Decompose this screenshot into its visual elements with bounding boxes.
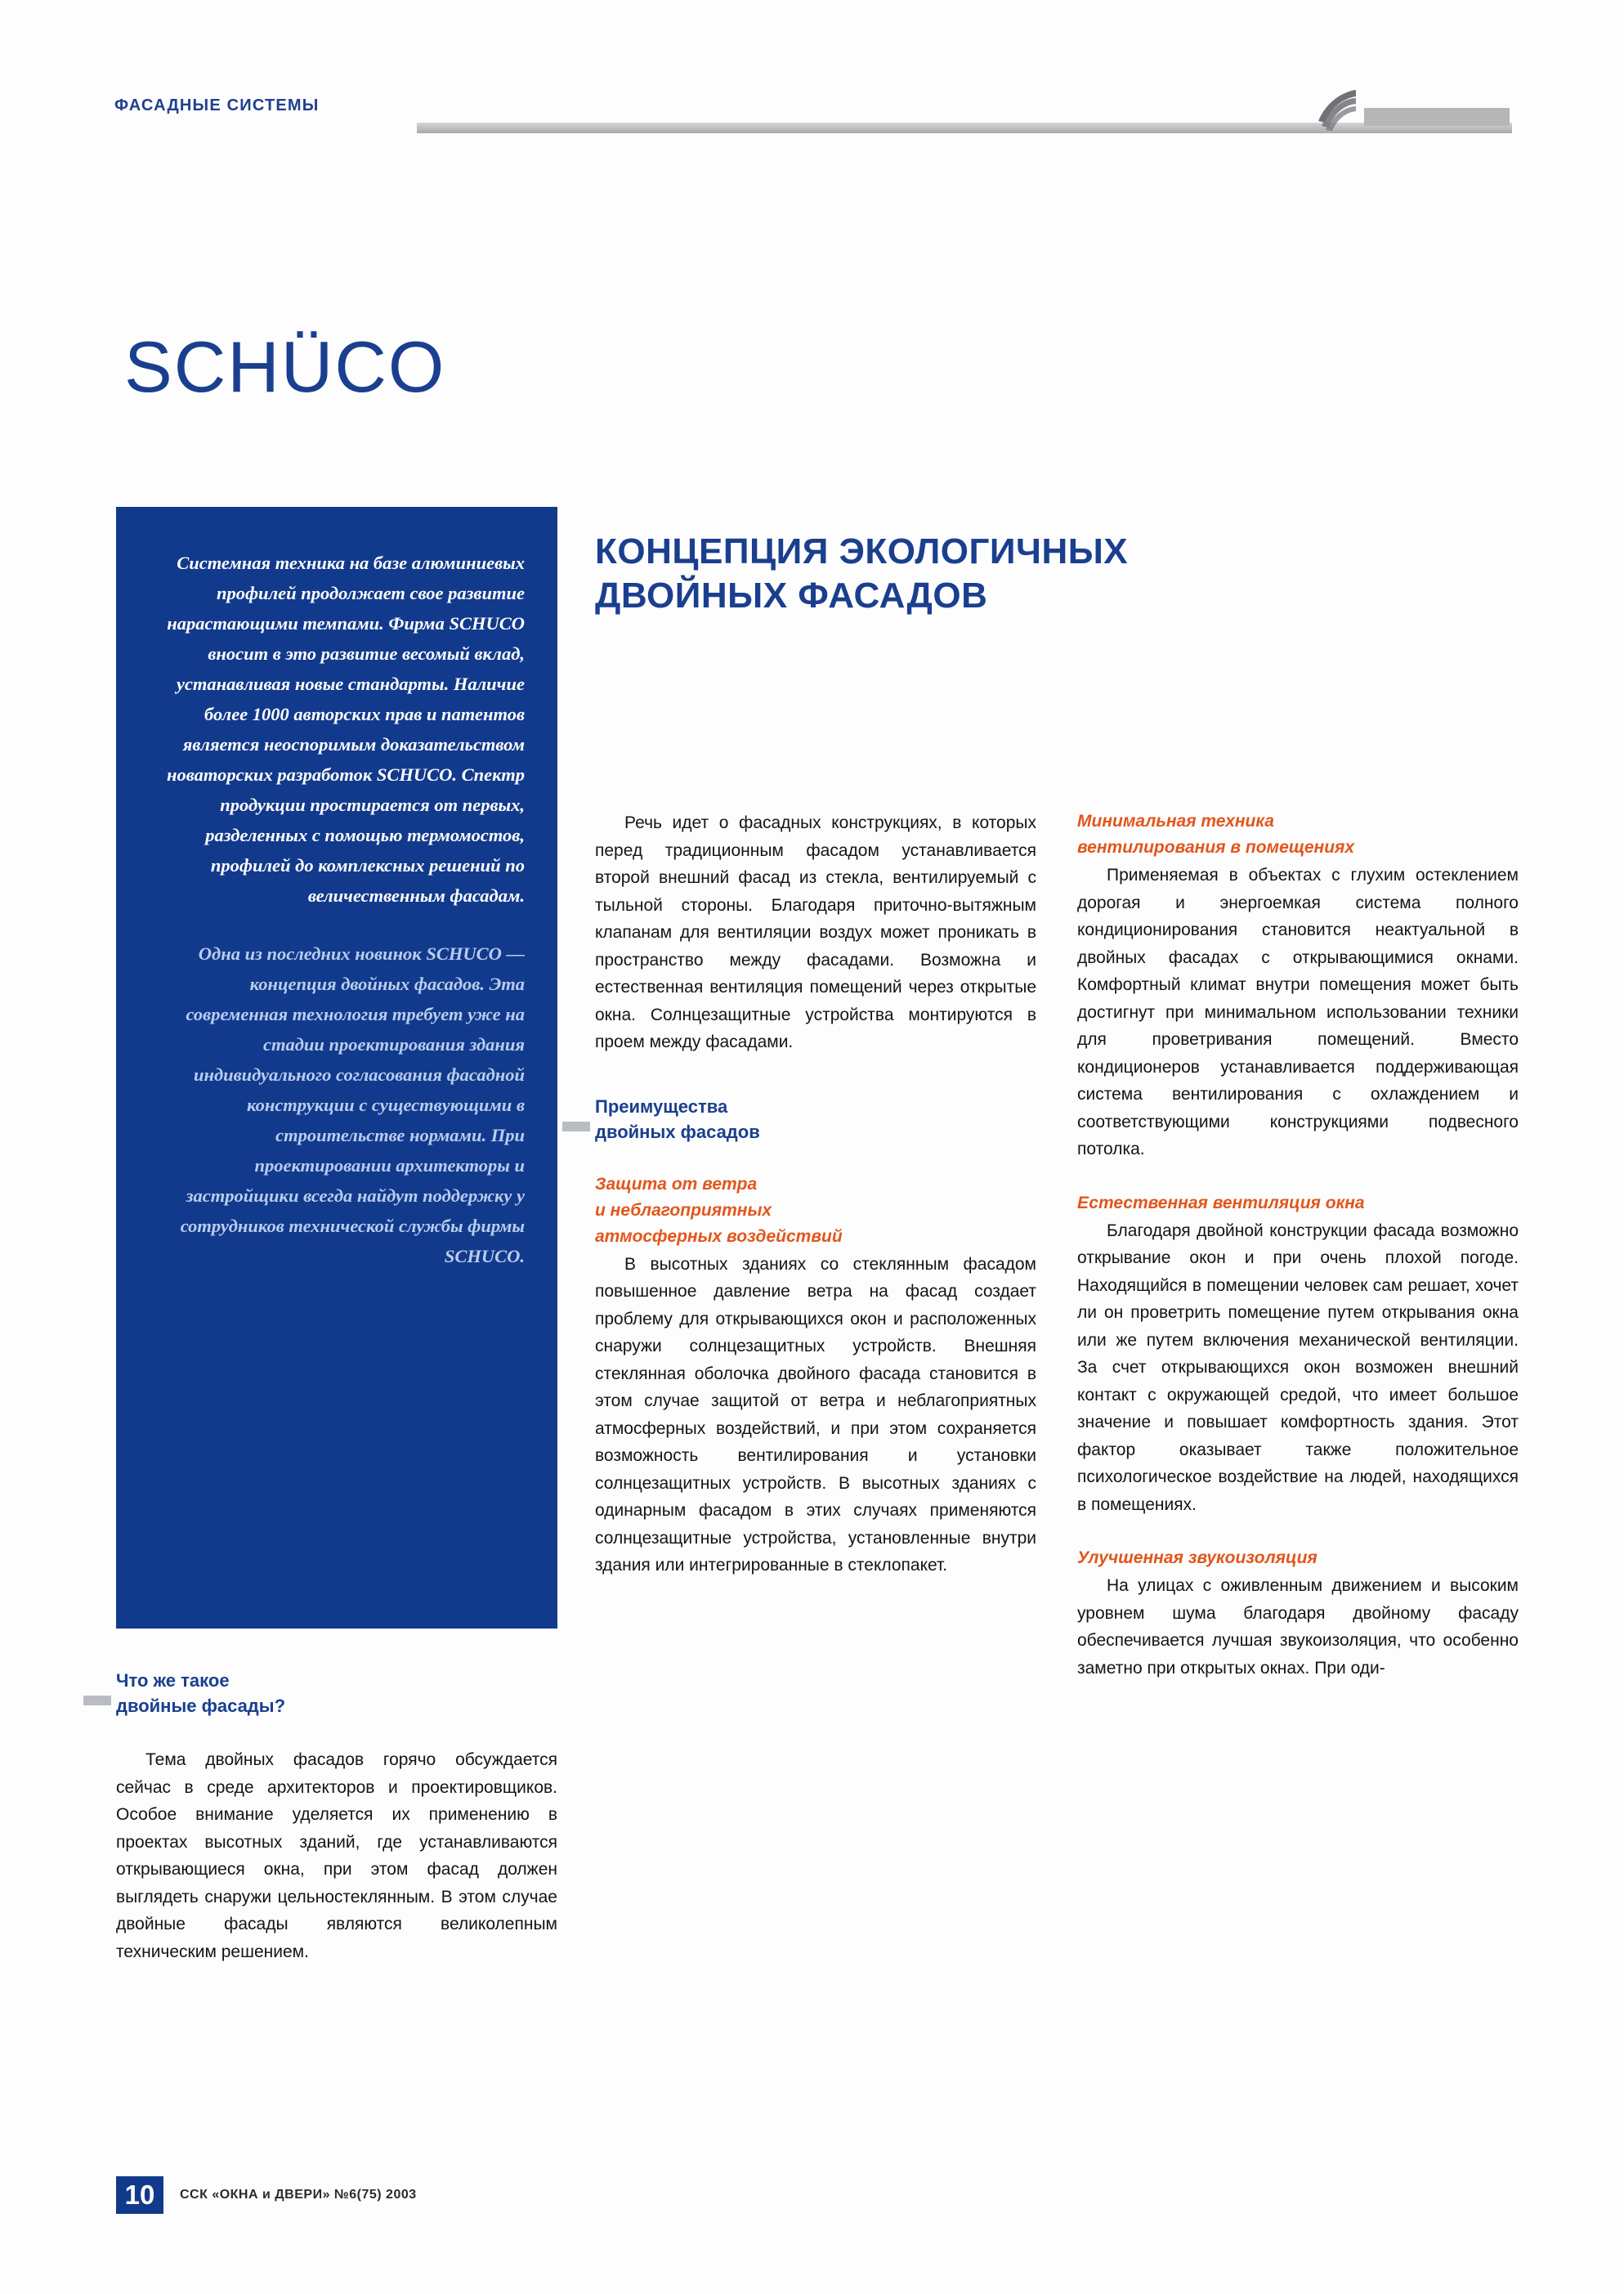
heading-accent-bar xyxy=(83,1696,111,1705)
lead-paragraph-1: Системная техника на базе алюминиевых профилей продолжает свое развитие нарастающими темпами. Фирма SCHUCO вносит в это развитие весомый вклад, устанавливая новые стандарты. Наличие более 1000 авторских прав и патентов является неоспоримым доказательством новаторских разработок SCHUCO. Спектр продукции простирается от первых, разделенных с помощью термомостов, профилей до комплексных решений по величественным фасадам. xyxy=(167,553,525,906)
page-header xyxy=(114,96,1510,129)
page-number: 10 xyxy=(116,2176,163,2214)
middle-heading-line-2: двойных фасадов xyxy=(595,1121,760,1142)
imprint-text: ССК «ОКНА и ДВЕРИ» №6(75) 2003 xyxy=(180,2188,417,2202)
page-footer xyxy=(116,2176,852,2220)
right-sub1-body: Применяемая в объектах с глухим остеклением дорогая и энергоемкая система полного кондиционирования становится неактуальной в двойных фасадах с открывающимися окнами. Комфортный климат внутри помещения может быть достигнут при минимальном использовании техники для проветривания помещений. Вместо кондиционеров устанавливается поддерживающая система вентилирования с охлаждением и соответствующими конструкциями подвесного потолка. xyxy=(1077,866,1519,1158)
middle-sub1-line-2: и неблагоприятных xyxy=(595,1200,772,1220)
middle-sub1-line-3: атмосферных воздействий xyxy=(595,1226,843,1246)
right-sub3-body: На улицах с оживленным движением и высоким уровнем шума благодаря двойному фасаду обеспечивается лучшая звукоизоляция, что особенно заметно при открытых окнах. При оди- xyxy=(1077,1576,1519,1678)
column-left xyxy=(116,1668,557,1965)
lead-panel xyxy=(116,507,557,1629)
right-sub1-line-2: вентилирования в помещениях xyxy=(1077,838,1355,857)
right-sub3-heading: Улучшенная звукоизоляция xyxy=(1077,1548,1318,1567)
lead-paragraph-2: Одна из последних новинок SCHUCO — концепция двойных фасадов. Эта современная технология требует уже на стадии проектирования здания индивидуального согласования фасадной конструкции с существующими в строительстве нормами. При проектировании архитекторы и застройщики всегда найдут поддержку у сотрудников технической службы фирмы SCHUCO. xyxy=(180,943,525,1266)
middle-heading-line-1: Преимущества xyxy=(595,1095,728,1117)
publisher-logo xyxy=(1313,88,1510,146)
middle-sub1-body: В высотных зданиях со стеклянным фасадом повышенное давление ветра на фасад создает проблему для открывающихся окон и расположенных снаружи солнцезащитных устройств. Внешняя стеклянная оболочка двойного фасада становится в этом случае защитой от ветра и неблагоприятных атмосферных воздействий, и при этом сохраняется возможность вентилирования и установки солнцезащитных устройств. В высотных зданиях с одинарным фасадом в этих случаях применяются солнцезащитные устройства, установленные внутри здания или интегрированные в стеклопакет. xyxy=(595,1254,1036,1575)
column-right xyxy=(1077,809,1519,1682)
swoosh-icon xyxy=(1310,83,1364,137)
rubric-label: ФАСАДНЫЕ СИСТЕМЫ xyxy=(114,96,320,114)
column-middle xyxy=(595,809,1036,1579)
heading-accent-bar-2 xyxy=(562,1122,590,1131)
logo-bar xyxy=(1364,108,1510,126)
middle-intro-text: Речь идет о фасадных конструкциях, в которых перед традиционным фасадом устанавливается второй внешний фасад из стекла, вентилируемый с тыльной стороны. Благодаря приточно-вытяжным клапанам для вентиляции воздух может проникать в пространство между фасадами. Возможна и естественная вентиляция помещений через открытые окна. Солнцезащитные устройства монтируются в проем между фасадами. xyxy=(595,813,1036,1051)
article-title-line-1: КОНЦЕПЦИЯ ЭКОЛОГИЧНЫХ xyxy=(595,531,1129,571)
right-sub2-heading: Естественная вентиляция окна xyxy=(1077,1193,1365,1212)
schueco-logo: SCHÜCO xyxy=(124,326,446,407)
article-title xyxy=(595,530,1519,618)
left-heading-line-1: Что же такое xyxy=(116,1670,230,1691)
article-title-line-2: ДВОЙНЫХ ФАСАДОВ xyxy=(595,576,988,616)
right-sub2-body: Благодаря двойной конструкции фасада возможно открывание окон и при очень плохой погоде. Находящийся в помещении человек сам решает, хочет ли он проветрить помещение путем открывания окна или же путем включения механической вентиляции. За счет открывающихся окон возможен внешний контакт с окружающей средой, что имеет большое значение и повышает комфортность здания. Этот фактор оказывает также положительное психологическое воздействие на людей, находящихся в помещениях. xyxy=(1077,1221,1519,1514)
middle-sub1-line-1: Защита от ветра xyxy=(595,1174,758,1194)
left-heading-line-2: двойные фасады? xyxy=(116,1696,286,1716)
right-sub1-line-1: Минимальная техника xyxy=(1077,812,1274,831)
left-body-text: Тема двойных фасадов горячо обсуждается сейчас в среде архитекторов и проектировщиков. Особое внимание уделяется их применению в проектах высотных зданий, где устанавливаются открывающиеся окна, при этом фасад должен выглядеть снаружи цельностеклянным. В этом случае двойные фасады являются великолепным техническим решением. xyxy=(116,1750,557,1961)
